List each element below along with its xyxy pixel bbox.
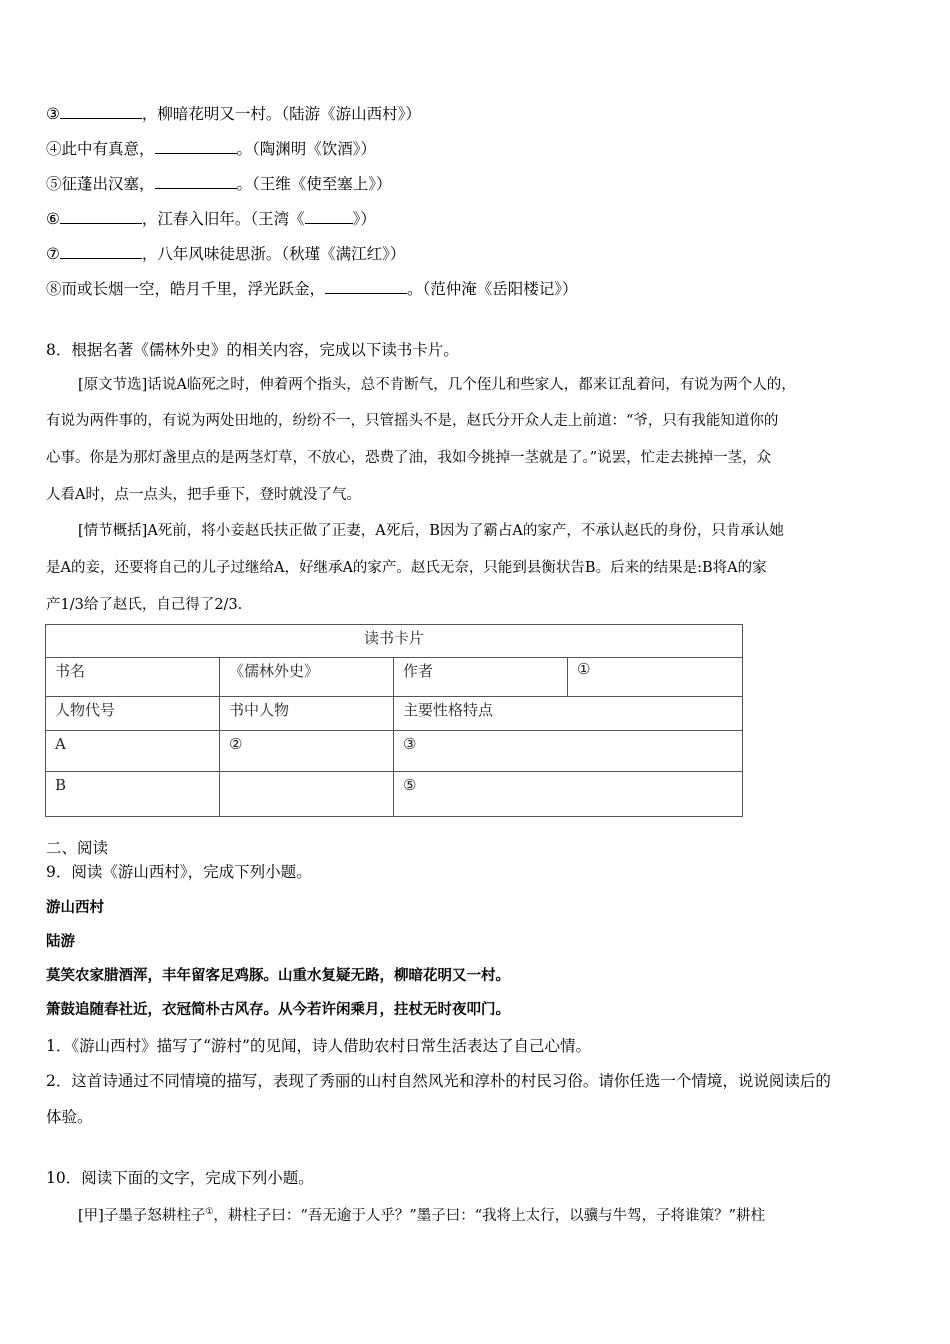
item-text: 。（范仲淹《岳阳楼记》）: [407, 280, 578, 298]
row-a-code: A: [46, 731, 220, 772]
item-text: ，江春入旧年。（王湾《: [141, 210, 305, 228]
answer-blank[interactable]: [60, 244, 142, 259]
answer-blank[interactable]: [305, 209, 353, 224]
row-a-person-cell[interactable]: ②: [220, 731, 394, 772]
row-b-trait-cell[interactable]: ⑤: [394, 772, 743, 817]
item-number: ⑧: [46, 280, 62, 298]
answer-blank[interactable]: [155, 174, 237, 189]
poem-line: 莫笑农家腊酒浑，丰年留客足鸡豚。山重水复疑无路，柳暗花明又一村。: [46, 967, 510, 984]
row-a-trait-cell[interactable]: ③: [394, 731, 743, 772]
item-text: 。（王维《使至塞上》）: [236, 175, 392, 193]
fill-in-item-8: [46, 279, 578, 299]
summary-line: [情节概括]A死前，将小妾赵氏扶正做了正妻，A死后，B因为了霸占A的家产，不承认赵氏的身份，只肯承认她: [78, 523, 784, 539]
item-text: 此中有真意，: [61, 140, 155, 158]
book-value: 《儒林外史》: [220, 658, 394, 697]
answer-blank[interactable]: [325, 279, 407, 294]
answer-blank[interactable]: [60, 104, 142, 119]
subquestion-1: 1．《游山西村》描写了“游村”的见闻，诗人借助农村日常生活表达了自己心情。: [46, 1037, 591, 1055]
row-b-code: B: [46, 772, 220, 817]
item-text: 》）: [352, 210, 376, 228]
author-label: 作者: [394, 658, 568, 697]
question-8-stem: 8．根据名著《儒林外史》的相关内容，完成以下读书卡片。: [46, 341, 459, 359]
fill-in-item-7: [46, 244, 405, 264]
item-text: ，八年风味徒思浙。（秋瑾《满江红》）: [141, 245, 406, 263]
fill-in-item-6: [46, 209, 376, 229]
subquestion-2-cont: 体验。: [46, 1108, 93, 1126]
col-trait-header: 主要性格特点: [394, 697, 743, 731]
item-text: ，柳暗花明又一村。（陆游《游山西村》）: [141, 105, 421, 123]
item-number: ③: [46, 105, 60, 123]
question-9-stem: 9．阅读《游山西村》，完成下列小题。: [46, 863, 312, 881]
poem-title: 游山西村: [46, 899, 104, 916]
row-b-person-cell[interactable]: [220, 772, 394, 817]
excerpt-line: 人看A时，点一点头，把手垂下，登时就没了气。: [46, 487, 361, 503]
poem-line: 箫鼓追随春社近，衣冠简朴古风存。从今若许闲乘月，拄杖无时夜叩门。: [46, 1001, 510, 1018]
card-title: 读书卡片: [46, 625, 743, 658]
passage-text: [甲]子墨子怒耕柱子: [78, 1207, 206, 1224]
fill-in-item-5: [46, 174, 392, 194]
subquestion-2: 2．这首诗通过不同情境的描写，表现了秀丽的山村自然风光和淳朴的村民习俗。请你任选一个情境，说说阅读后的: [46, 1072, 831, 1090]
reading-card-table: [45, 624, 743, 817]
footnote-marker: ①: [205, 1207, 214, 1217]
item-number: ⑤: [46, 175, 62, 193]
fill-in-item-4: [46, 139, 376, 159]
item-number: ⑦: [46, 245, 60, 263]
item-number: ④: [46, 140, 62, 158]
excerpt-line: 心事。你是为那灯盏里点的是两茎灯草，不放心，恐费了油，我如今挑掉一茎就是了。”说罢，忙走去挑掉一茎，众: [46, 450, 772, 466]
poem-author: 陆游: [46, 933, 75, 950]
summary-line: 是A的妾，还要将自己的儿子过继给A，好继承A的家产。赵氏无奈，只能到县衡状告B。后来的结果是:B将A的家: [46, 560, 767, 576]
fill-in-item-3: [46, 104, 421, 124]
answer-blank[interactable]: [155, 139, 237, 154]
book-label: 书名: [46, 658, 220, 697]
section-heading: 二、阅读: [46, 839, 109, 857]
question-10-stem: 10．阅读下面的文字，完成下列小题。: [46, 1169, 314, 1187]
answer-blank[interactable]: [60, 209, 142, 224]
summary-line: 产1/3给了赵氏，自己得了2/3.: [46, 597, 243, 613]
excerpt-line: [原文节选]话说A临死之时，伸着两个指头，总不肯断气，几个侄儿和些家人，都来讧乱着问，有说为两个人的，: [78, 377, 796, 393]
item-text: 。（陶渊明《饮酒》）: [236, 140, 377, 158]
author-answer-cell[interactable]: ①: [568, 658, 743, 697]
item-number: ⑥: [46, 210, 60, 228]
col-code-header: 人物代号: [46, 697, 220, 731]
col-person-header: 书中人物: [220, 697, 394, 731]
item-text: 征蓬出汉塞，: [61, 175, 155, 193]
excerpt-line: 有说为两件事的，有说为两处田地的，纷纷不一，只管摇头不是，赵氏分开众人走上前道：“爷，只有我能知道你的: [46, 413, 779, 429]
passage-text: ，耕柱子曰：“吾无逾于人乎？”墨子曰：“我将上太行，以骥与牛驾，子将谁策？”耕柱: [213, 1207, 766, 1224]
item-text: 而或长烟一空，皓月千里，浮光跃金，: [61, 280, 326, 298]
question-10-text: [78, 1202, 765, 1226]
